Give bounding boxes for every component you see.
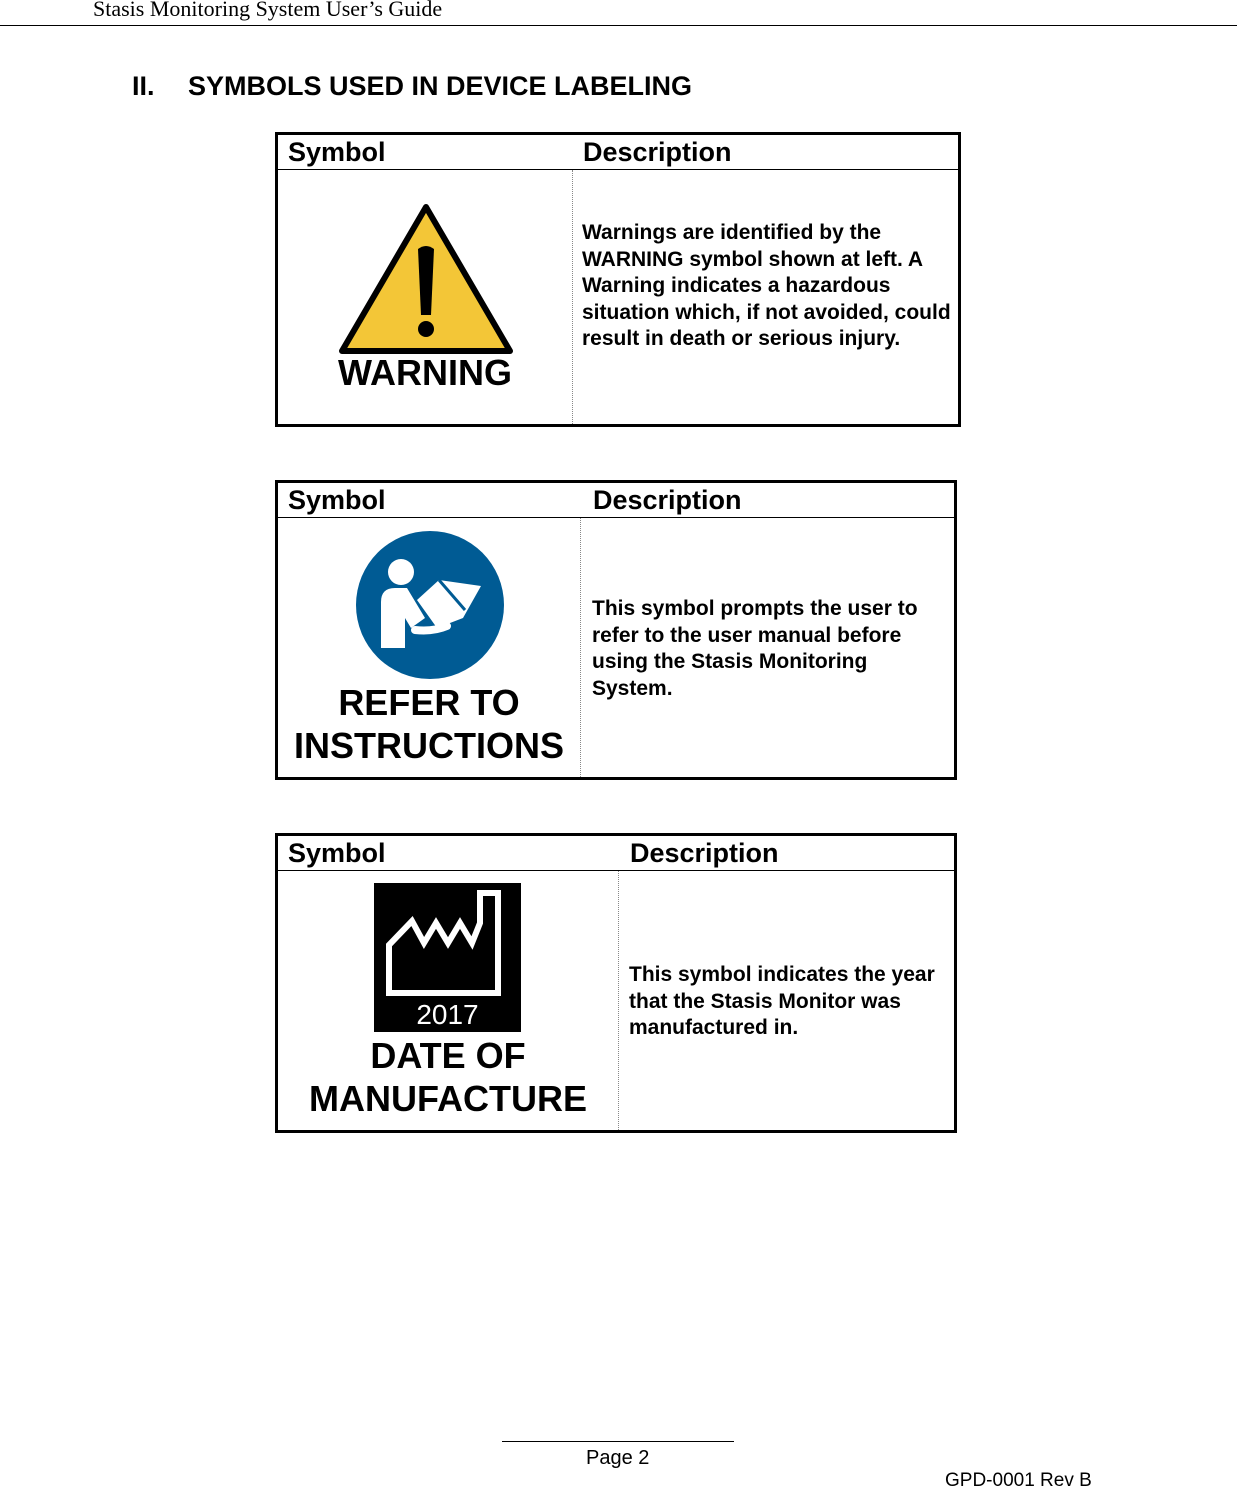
column-divider <box>572 170 573 424</box>
header-rule <box>0 25 1237 26</box>
manufacture-label-line2: MANUFACTURE <box>309 1078 587 1119</box>
warning-symbol-label: WARNING <box>338 352 512 393</box>
factory-date-icon <box>374 883 521 1032</box>
symbol-column-header: Symbol <box>288 485 386 515</box>
document-revision-id: GPD-0001 Rev B <box>945 1470 1092 1491</box>
instructions-symbol-table <box>275 480 957 780</box>
footer-rule <box>502 1441 734 1442</box>
table-header-row <box>278 135 958 170</box>
symbol-column-header: Symbol <box>288 838 386 868</box>
symbol-column-header: Symbol <box>288 137 386 167</box>
warning-description: Warnings are identified by the WARNING symbol shown at left. A Warning indicates a hazardous situation which, if not avoided, could result in death or serious injury. <box>582 221 951 350</box>
manufacture-description: This symbol indicates the year that the Stasis Monitor was manufactured in. <box>629 963 935 1039</box>
warning-triangle-icon <box>338 201 514 355</box>
manufacture-symbol-label <box>278 1034 618 1120</box>
column-divider <box>618 871 619 1130</box>
warning-symbol-table <box>275 132 961 427</box>
description-column-header: Description <box>593 485 742 515</box>
running-header: Stasis Monitoring System User’s Guide <box>93 0 443 21</box>
column-divider <box>580 518 581 777</box>
description-column-header: Description <box>583 137 732 167</box>
section-title: SYMBOLS USED IN DEVICE LABELING <box>188 71 693 101</box>
instructions-description: This symbol prompts the user to refer to the user manual before using the Stasis Monitoring System. <box>592 597 918 700</box>
table-header-row <box>278 483 954 518</box>
table-header-row <box>278 836 954 871</box>
manufacture-date-symbol-table <box>275 833 957 1133</box>
instructions-label-line1: REFER TO <box>338 682 520 723</box>
manufacture-year: 2017 <box>416 999 479 1030</box>
manufacture-label-line1: DATE OF <box>370 1035 526 1076</box>
description-column-header: Description <box>630 838 779 868</box>
instructions-label-line2: INSTRUCTIONS <box>294 725 564 766</box>
page-number: Page 2 <box>586 1447 650 1469</box>
section-heading <box>132 70 692 102</box>
instructions-symbol-label <box>278 681 580 767</box>
factory-outline-icon <box>374 883 521 1001</box>
refer-to-manual-icon <box>355 530 505 680</box>
section-number: II. <box>132 71 155 101</box>
